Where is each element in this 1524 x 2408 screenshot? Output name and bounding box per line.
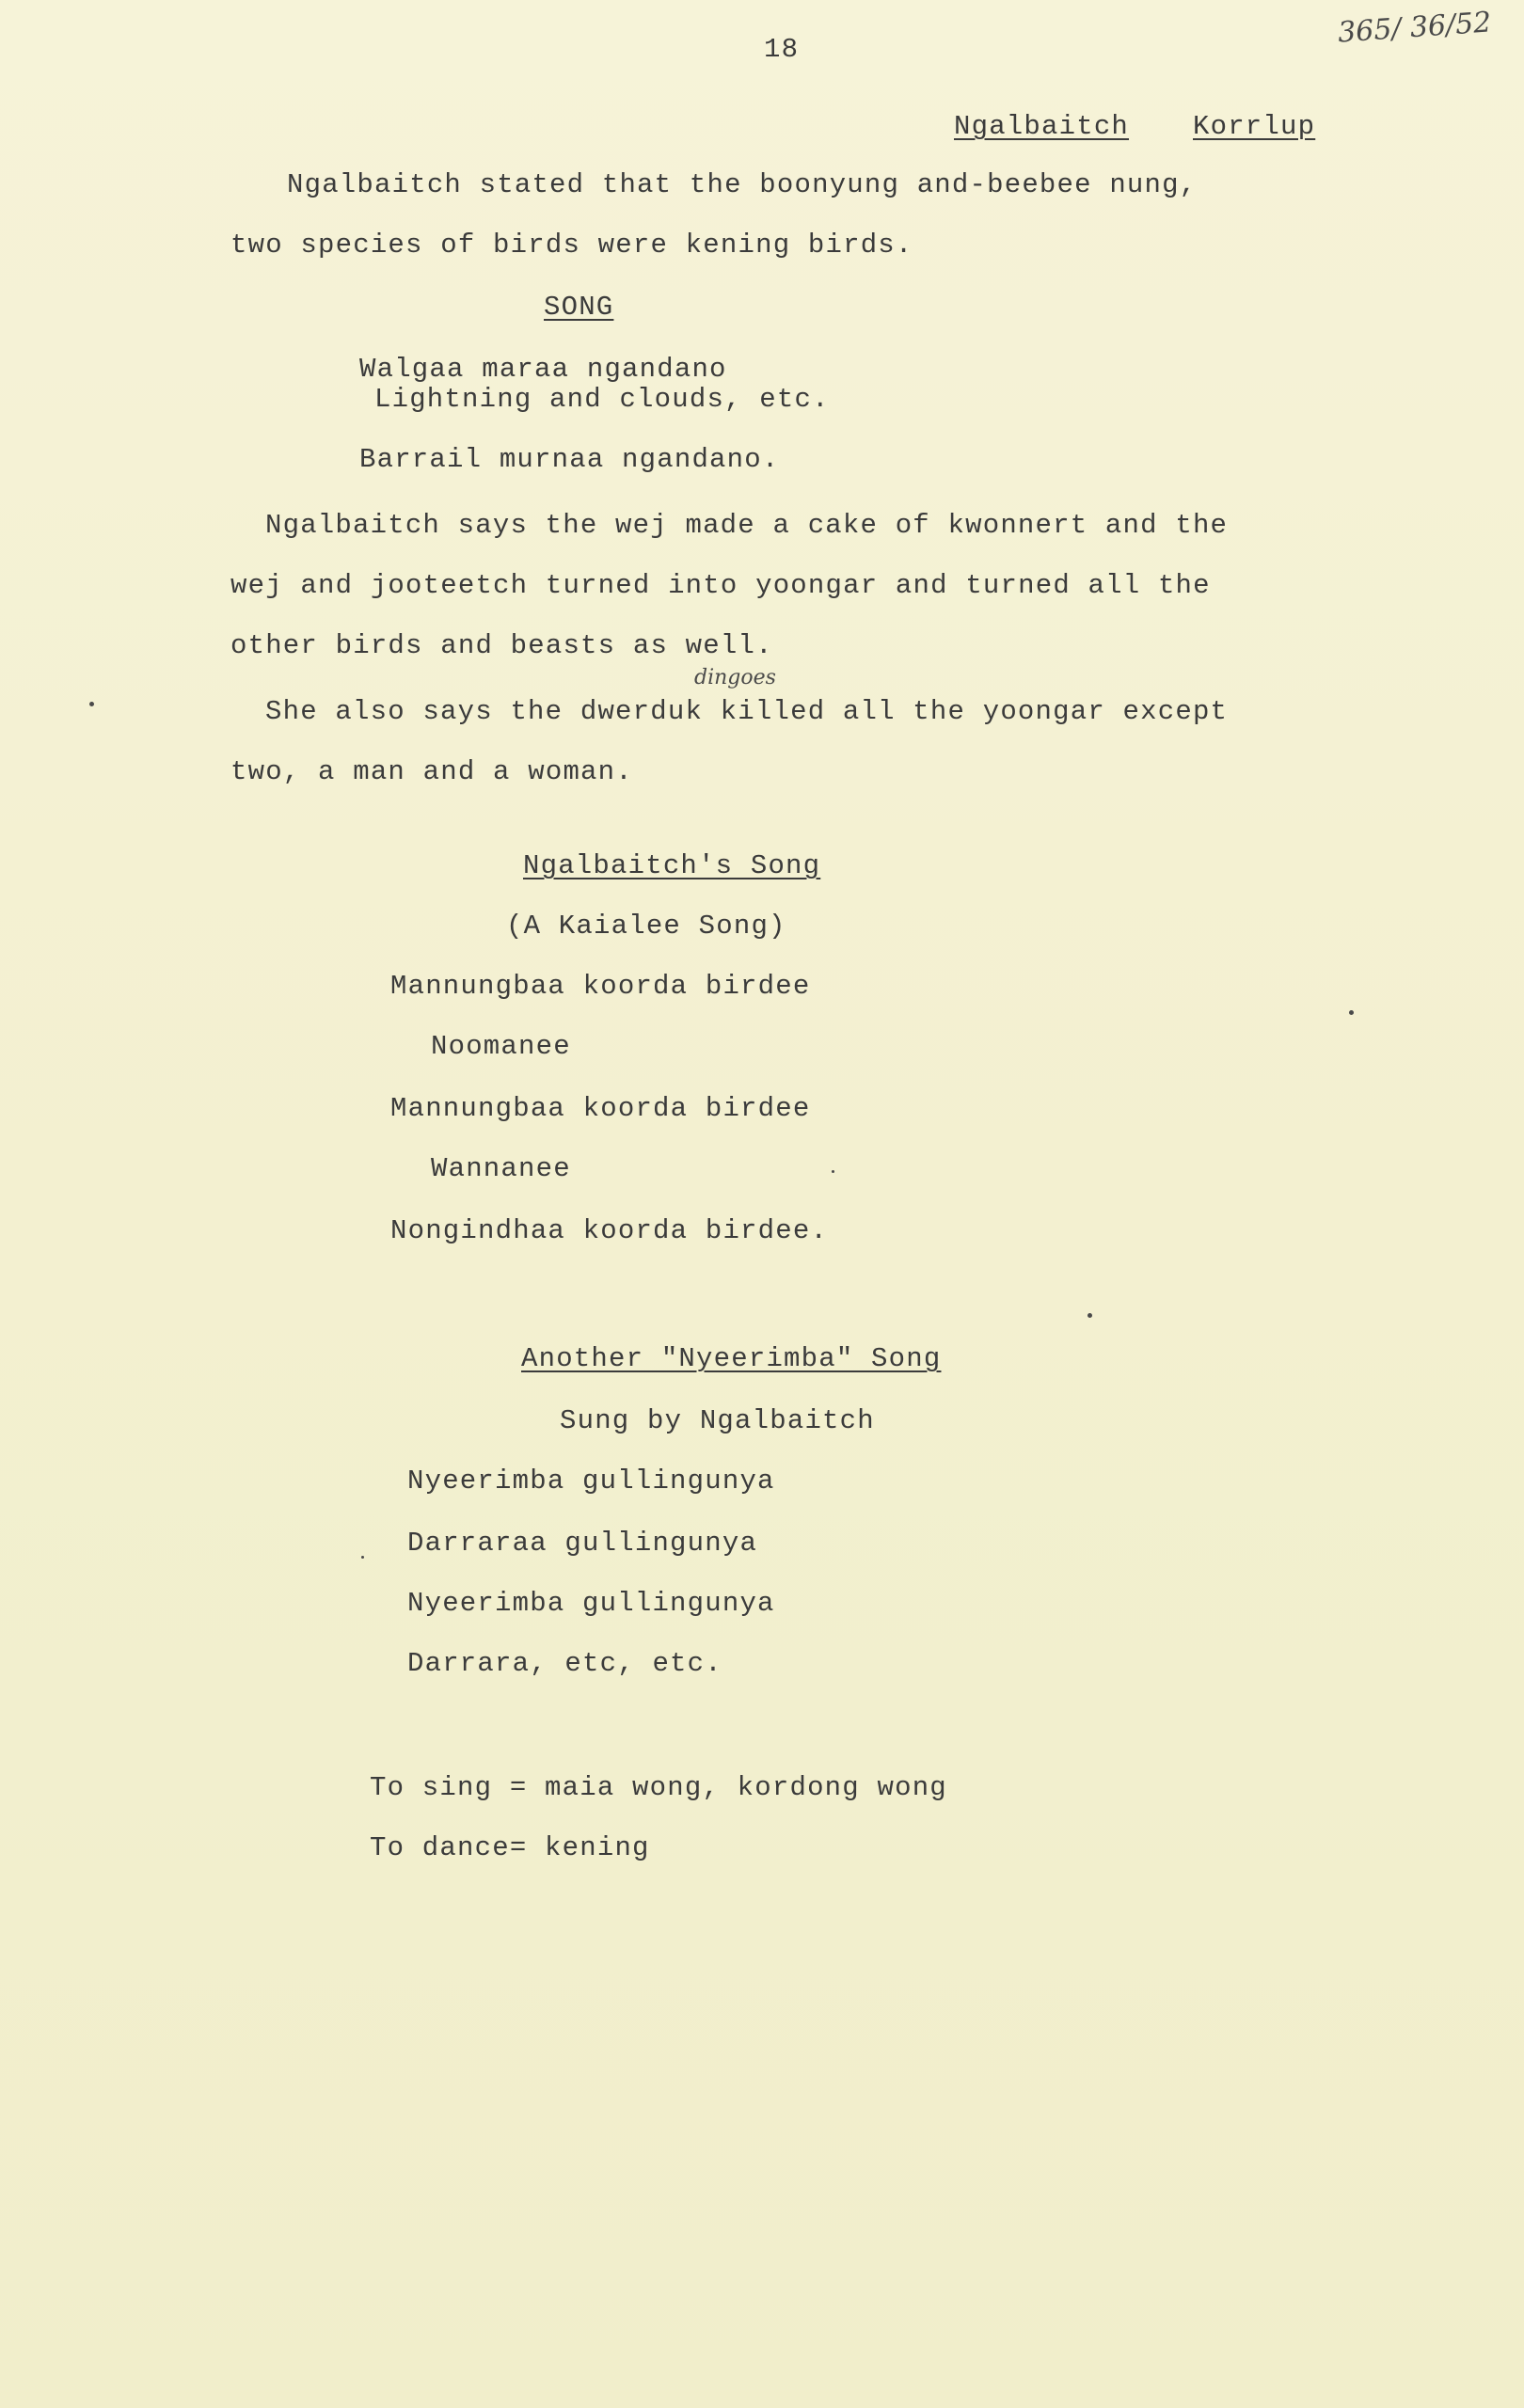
song-1-line: Mannungbaa koorda birdee [390, 971, 811, 1002]
paper-speck [89, 702, 94, 706]
song-line-1: Walgaa maraa ngandano [359, 354, 727, 385]
paper-speck [1087, 1313, 1092, 1318]
song-1-line: Mannungbaa koorda birdee [390, 1093, 811, 1124]
page-number: 18 [764, 34, 800, 65]
paragraph-2-line-3: other birds and beasts as well. [230, 630, 773, 661]
song-2-line: Darrara, etc, etc. [407, 1648, 722, 1679]
header-left: Ngalbaitch [954, 111, 1130, 142]
song-line-3: Barrail murnaa ngandano. [359, 444, 780, 475]
song-1-line: Nongindhaa koorda birdee. [390, 1215, 829, 1246]
song-2-line: Nyeerimba gullingunya [407, 1588, 775, 1619]
paper-speck [1349, 1010, 1354, 1015]
song-1-subtitle: (A Kaialee Song) [506, 911, 786, 942]
song-2-line: Darraraa gullingunya [407, 1528, 758, 1559]
song-2-subtitle: Sung by Ngalbaitch [560, 1405, 875, 1436]
vocab-line-2: To dance= kening [370, 1832, 650, 1863]
paragraph-3-line-1: She also says the dwerduk killed all the yoongar except [265, 696, 1229, 727]
song-1-line: Wannanee [431, 1153, 571, 1184]
song-1-title: Ngalbaitch's Song [523, 850, 821, 881]
vocab-line-1: To sing = maia wong, kordong wong [370, 1772, 947, 1803]
song-line-2: Lightning and clouds, etc. [374, 384, 830, 415]
paper-speck [361, 1556, 364, 1559]
paragraph-1-line-1: Ngalbaitch stated that the boonyung and-beebee nung, [287, 169, 1198, 200]
song-2-line: Nyeerimba gullingunya [407, 1465, 775, 1497]
paragraph-1-line-2: two species of birds were kening birds. [230, 230, 913, 261]
song-heading: SONG [544, 292, 614, 323]
song-1-line: Noomanee [431, 1031, 571, 1062]
archive-reference: 365/ 36/52 [1336, 6, 1493, 50]
handwritten-insert: dingoes [694, 666, 776, 689]
paragraph-3-line-2: two, a man and a woman. [230, 756, 633, 787]
paragraph-2-line-1: Ngalbaitch says the wej made a cake of kwonnert and the [265, 510, 1229, 541]
song-2-title: Another "Nyeerimba" Song [521, 1343, 942, 1374]
paragraph-2-line-2: wej and jooteetch turned into yoongar and turned all the [230, 570, 1211, 601]
paper-speck [832, 1170, 834, 1173]
header-right: Korrlup [1193, 111, 1316, 142]
